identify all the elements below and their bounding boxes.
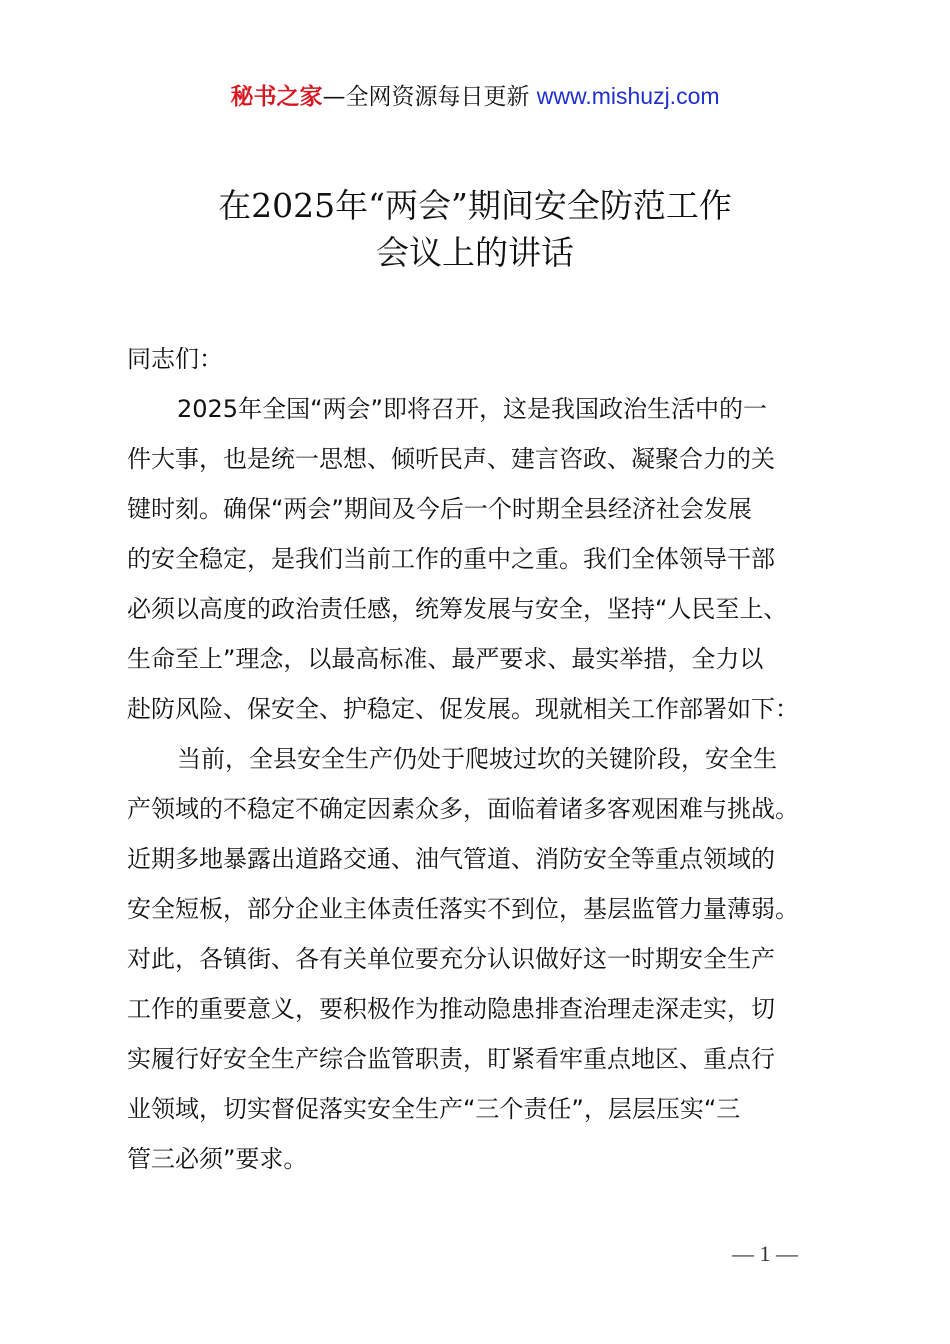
paragraph-line: 键时刻。确保“两会”期间及今后一个时期全县经济社会发展	[127, 495, 752, 523]
paragraph-line: 件大事，也是统一思想、倾听民声、建言咨政、凝聚合力的关	[127, 445, 775, 473]
paragraph-line: 赴防风险、保安全、护稳定、促发展。现就相关工作部署如下：	[127, 695, 799, 723]
paragraph-line: 近期多地暴露出道路交通、油气管道、消防安全等重点领域的	[127, 845, 775, 873]
title-line-1: 在2025年“两会”期间安全防范工作	[218, 186, 732, 225]
paragraph-line: 管三必须”要求。	[127, 1145, 308, 1173]
paragraph-line: 安全短板，部分企业主体责任落实不到位，基层监管力量薄弱。	[127, 895, 799, 923]
page-number: — 1 —	[732, 1241, 798, 1266]
paragraph-line: 必须以高度的政治责任感，统筹发展与安全，坚持“人民至上、	[127, 595, 788, 623]
paragraph-line: 对此，各镇街、各有关单位要充分认识做好这一时期安全生产	[127, 945, 775, 973]
paragraph-line: 实履行好安全生产综合监管职责，盯紧看牢重点地区、重点行	[127, 1045, 775, 1073]
paragraph-line: 工作的重要意义，要积极作为推动隐患排查治理走深走实，切	[127, 995, 775, 1023]
paragraph-line: 业领域，切实督促落实安全生产“三个责任”，层层压实“三	[127, 1095, 741, 1123]
paragraph-line: 的安全稳定，是我们当前工作的重中之重。我们全体领导干部	[127, 545, 775, 573]
paragraph-line: 产领域的不稳定不确定因素众多，面临着诸多客观困难与挑战。	[127, 795, 799, 823]
paragraph-line: 生命至上”理念，以最高标准、最严要求、最实举措，全力以	[127, 645, 764, 673]
site-header	[0, 80, 950, 113]
document-body	[127, 334, 837, 1184]
header-tagline: —全网资源每日更新	[322, 84, 537, 110]
title-line-2: 会议上的讲话	[376, 233, 574, 272]
brand-name: 秘书之家	[230, 84, 323, 110]
paragraph-line: 2025年全国“两会”即将召开，这是我国政治生活中的一	[177, 395, 767, 423]
salutation: 同志们：	[127, 345, 223, 373]
site-url-link[interactable]: www.mishuzj.com	[536, 83, 720, 109]
paragraph-line: 当前，全县安全生产仍处于爬坡过坎的关键阶段，安全生	[177, 745, 777, 773]
document-title	[0, 182, 950, 276]
